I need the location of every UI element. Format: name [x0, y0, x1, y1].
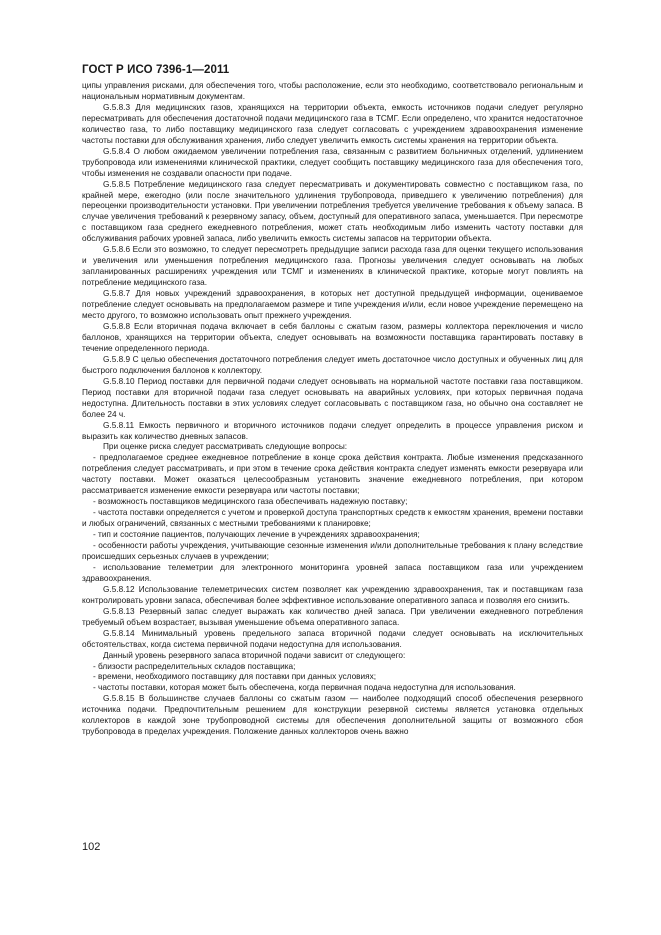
- list-item: - предполагаемое среднее ежедневное потребление в конце срока действия контракта. Любые изменения предсказанного потребления следует рассматривать, и при этом в течение срока действия контракта следует изменять емкости резервуара или частоту поставки. Может оказаться целесообразным установить значение ежедневного потребления, при котором рассматривается изменение емкости резервуара или частоты поставки;: [82, 453, 583, 496]
- page-number: 102: [82, 841, 101, 853]
- paragraph: G.5.8.8 Если вторичная подача включает в себя баллоны с сжатым газом, размеры коллектора переключения и число баллонов, хранящихся на территории объекта, следует основывать на возможности поставщика гарантировать поставку в течение определенного периода.: [82, 321, 583, 353]
- paragraph: G.5.8.13 Резервный запас следует выражать как количество дней запаса. При увеличении ежедневного потребления требуемый объем возрастает, вызывая уменьшение объема оперативного запаса.: [82, 606, 583, 627]
- list-item: - использование телеметрии для электронного мониторинга уровней запаса поставщиком газа или учреждением здравоохранения.: [82, 562, 583, 583]
- list-item: - особенности работы учреждения, учитывающие сезонные изменения и/или дополнительные требования к плану вследствие происшедших серьезных случаев в учреждении;: [82, 541, 583, 561]
- paragraph: G.5.8.5 Потребление медицинского газа следует пересматривать и документировать совместно с поставщиком газа, по крайней мере, ежегодно (или после значительного удлинения трубопровода, приведшего к увеличению потребления) для переоценки производительности установки. При увеличении потребления требуется увеличение требования к объему запаса. В случае увеличения требований к резервному запасу, объем, доступный для оперативного запаса, уменьшается. При пересмотре с поставщиком газа среднего ежедневного потребления, может стать необходимым либо изменить частоту поставки для обслуживания рабочих уровней запаса, либо увеличить емкость системы запасов на территории объекта.: [82, 179, 583, 244]
- paragraph: G.5.8.4 О любом ожидаемом увеличении потребления газа, связанным с развитием больничных отделений, удлинением трубопровода или изменениями клинической практики, следует сообщить поставщику медицинского газа для обеспечения того, чтобы изменения не создавали опасности при подаче.: [82, 146, 583, 178]
- paragraph: G.5.8.12 Использование телеметрических систем позволяет как учреждению здравоохранения, так и поставщикам газа контролировать уровни запаса, обеспечивая более эффективное использование оперативного запаса и позволяя его снизить.: [82, 584, 583, 605]
- paragraph: G.5.8.6 Если это возможно, то следует пересмотреть предыдущие записи расхода газа для оценки текущего использования и увеличения или уменьшения потребления медицинского газа. Прогнозы увеличения следует основывать на любых запланированных расширениях учреждения или ТСМГ и изменениях в клинической практике, которые могут повлиять на потребление медицинского газа.: [82, 245, 583, 288]
- body-text: [82, 81, 583, 738]
- list-item: - частота поставки определяется с учетом и проверкой доступа транспортных средств к емкостям хранения, времени поставки и любых ограничений, связанных с местными требованиями к планировке;: [82, 508, 583, 529]
- list-item: - возможность поставщиков медицинского газа обеспечивать надежную поставку;: [93, 497, 408, 507]
- paragraph: G.5.8.9 С целью обеспечения достаточного потребления следует иметь достаточное число доступных и обученных лиц для быстрого подключения баллонов к коллектору.: [82, 354, 583, 375]
- standard-header: ГОСТ Р ИСО 7396-1—2011: [82, 64, 230, 76]
- paragraph: ципы управления рисками, для обеспечения того, чтобы расположение, если это необходимо, соответствовало региональным и национальным нормативным документам.: [82, 81, 583, 101]
- list-item: - времени, необходимого поставщику для поставки при данных условиях;: [93, 672, 377, 682]
- paragraph: G.5.8.15 В большинстве случаев баллоны со сжатым газом — наиболее подходящий способ обеспечения резервного источника подачи. Предпочтительным решением для конструкции резервной системы является установка отдельных коллекторов в каждой зоне трубопроводной системы для обеспечения дополнительной защиты от возможного сбоя трубопровода в пределах учреждения. Положение данных коллекторов очень важно: [82, 694, 583, 737]
- paragraph: G.5.8.10 Период поставки для первичной подачи следует основывать на нормальной частоте поставки газа поставщиком. Период поставки для вторичной подачи газа следует основывать на аварийных условиях, при которых первичная подача недоступна. Длительность поставки в этих условиях следует согласовывать с поставщиком газа, но обычно она составляет не более 24 ч.: [82, 376, 583, 419]
- list-item: - близости распределительных складов поставщика;: [93, 661, 296, 671]
- paragraph: G.5.8.3 Для медицинских газов, хранящихся на территории объекта, емкость источников подачи следует регулярно пересматривать для обеспечения достаточной подачи медицинского газа в ТСМГ. Если определено, что хранится недостаточное количество газа, то либо поставщику медицинского газа следует согласовать с учреждением здравоохранения изменение частоты поставки для обслуживания хранения, либо следует увеличить емкость системы хранения на территории объекта.: [82, 102, 583, 145]
- list-item: - тип и состояние пациентов, получающих лечение в учреждениях здравоохранения;: [93, 530, 420, 540]
- paragraph: G.5.8.14 Минимальный уровень предельного запаса вторичной подачи следует основывать на исключительных обстоятельствах, когда система первичной подачи недоступна для использования.: [82, 628, 583, 649]
- list-item: - частоты поставки, которая может быть обеспечена, когда первичная подача недоступна для использования.: [93, 683, 516, 693]
- paragraph: Данный уровень резервного запаса вторичной подачи зависит от следующего:: [103, 650, 406, 660]
- paragraph: G.5.8.7 Для новых учреждений здравоохранения, в которых нет доступной предыдущей информации, оцениваемое потребление следует основывать на предполагаемом размере и типе учреждения и/или, если новое учреждение перемещено на место другого, то возможно использовать опыт прежнего учреждения.: [82, 289, 583, 321]
- paragraph: При оценке риска следует рассматривать следующие вопросы:: [103, 442, 348, 452]
- paragraph: G.5.8.11 Емкость первичного и вторичного источников подачи следует определить в процессе управления риском и выразить как количество дневных запасов.: [82, 420, 583, 441]
